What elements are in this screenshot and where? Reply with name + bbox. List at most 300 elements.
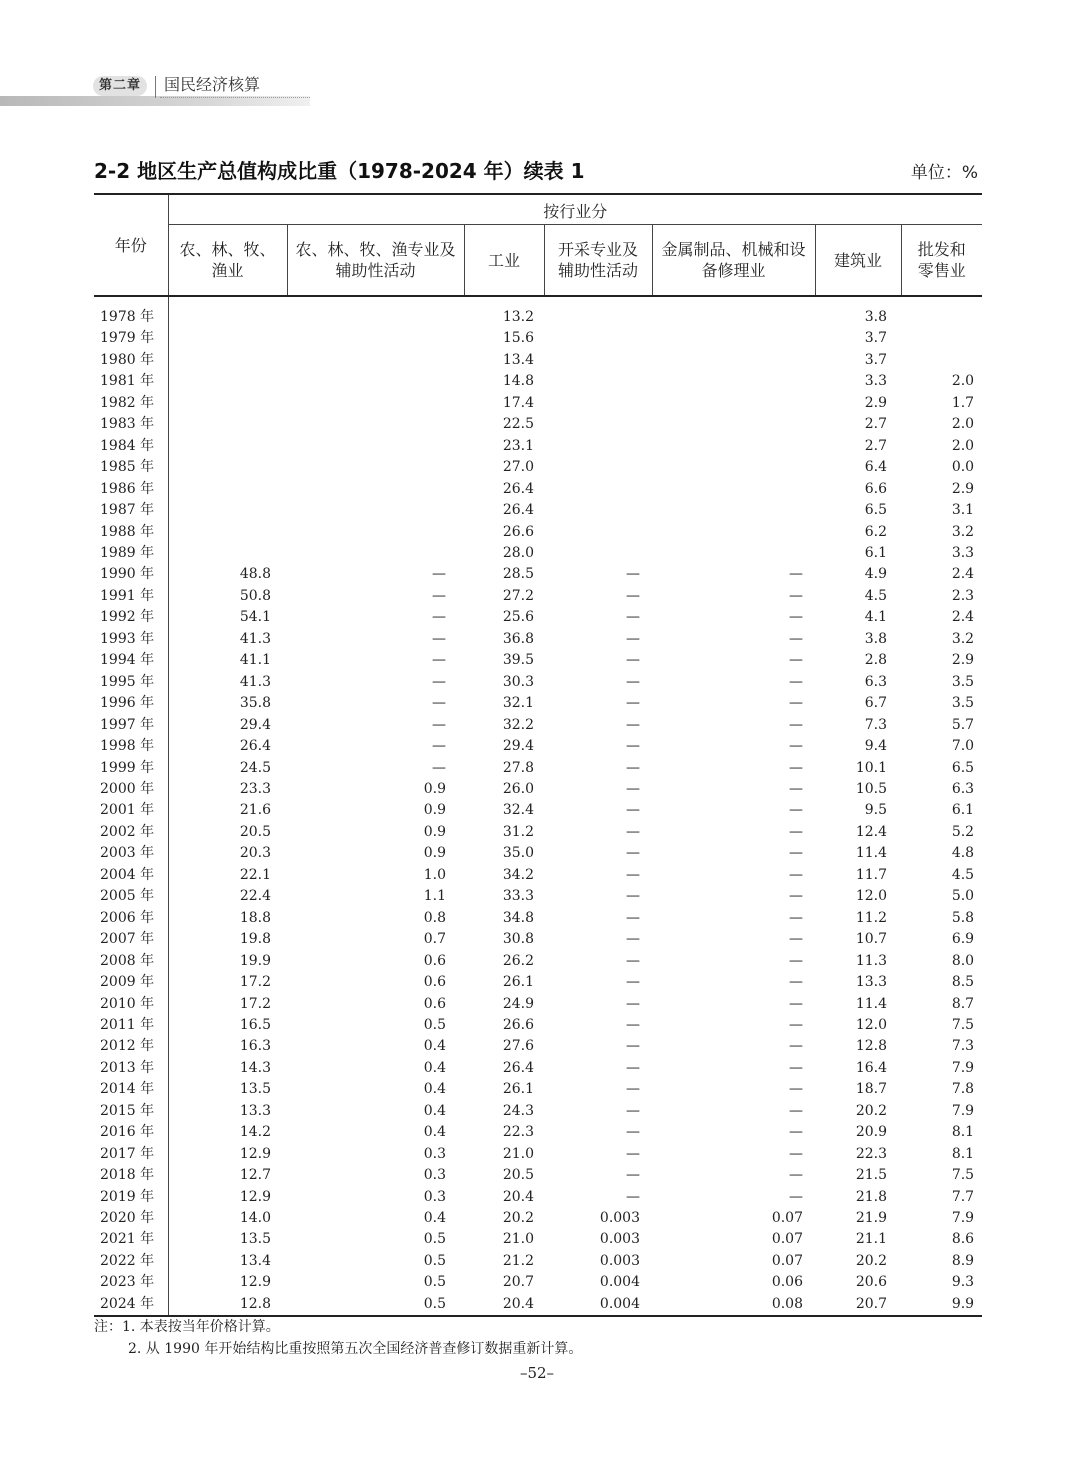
cell-construction: 21.1 [855,1231,887,1248]
cell-agri: 12.9 [168,1144,287,1165]
note-2: 2. 从 1990 年开始结构比重按照第五次全国经济普查修订数据重新计算。 [128,1341,583,1357]
cell-mining-services: 0.003 [599,1210,640,1227]
chapter-badge: 第二章 [93,76,147,96]
cell-industry: 20.5 [502,1167,534,1184]
table-row [94,436,982,457]
table-row [94,564,982,585]
cell-metal-repair: — [789,738,803,755]
cell-industry: 13.2 [502,309,534,325]
cell-construction: 10.1 [855,759,887,776]
cell-wholesale-retail: 2.9 [951,652,975,669]
cell-agri: 22.4 [168,886,287,907]
table-row [94,650,982,671]
cell-agri-services: 0.5 [423,1016,446,1033]
cell-year: 1981 年 [100,373,155,390]
cell-metal-repair [652,350,815,371]
cell-agri-services: 0.5 [287,1294,464,1316]
cell-agri: 21.6 [168,800,287,821]
cell-construction: 6.3 [864,673,887,690]
cell-wholesale-retail: 5.8 [951,909,975,926]
cell-agri [168,371,287,392]
cell-year: 2009 年 [100,974,155,991]
cell-metal-repair: 0.07 [771,1210,803,1227]
cell-wholesale-retail: 8.5 [951,974,975,991]
cell-metal-repair: — [789,759,803,776]
cell-metal-repair: — [789,1081,803,1098]
cell-wholesale-retail: 6.5 [951,759,975,776]
cell-mining-services: — [626,1102,640,1119]
cell-metal-repair: — [789,866,803,883]
cell-wholesale-retail [901,350,982,371]
table-row [94,522,982,543]
cell-mining-services: — [626,995,640,1012]
cell-industry: 30.3 [502,673,534,690]
cell-agri [168,296,287,328]
cell-year: 1995 年 [100,673,155,690]
cell-construction: 6.6 [864,480,887,497]
cell-metal-repair [652,522,815,543]
header-agri: 农、林、牧、渔业 [168,225,287,297]
cell-agri-services [287,296,464,328]
cell-industry: 27.0 [502,459,534,476]
cell-industry: 28.5 [502,566,534,583]
cell-agri: 14.0 [168,1208,287,1229]
cell-agri-services: 0.4 [423,1210,446,1227]
cell-agri [168,543,287,564]
cell-industry: 25.6 [502,609,534,626]
cell-industry: 34.2 [502,866,534,883]
cell-mining-services: — [626,845,640,862]
cell-metal-repair: — [789,673,803,690]
table-row [94,672,982,693]
cell-year: 2023 年 [100,1274,155,1291]
table-row [94,1036,982,1057]
cell-year: 1997 年 [100,716,155,733]
cell-agri: 20.5 [168,822,287,843]
cell-agri: 12.9 [168,1272,287,1293]
cell-wholesale-retail: 6.1 [951,802,975,819]
cell-agri-services: 0.4 [423,1081,446,1098]
cell-metal-repair: — [789,823,803,840]
cell-industry: 14.8 [502,373,534,390]
cell-construction: 20.9 [855,1124,887,1141]
page-number: –52– [519,1364,555,1382]
cell-agri-services: 0.6 [423,974,446,991]
cell-wholesale-retail: 4.8 [951,845,975,862]
cell-year: 2006 年 [100,909,155,926]
cell-wholesale-retail: 0.0 [951,459,975,476]
cell-agri-services [287,328,464,349]
cell-mining-services: 0.003 [599,1252,640,1269]
cell-year: 2003 年 [100,845,155,862]
cell-metal-repair: — [789,952,803,969]
cell-mining-services: 0.004 [599,1274,640,1291]
cell-agri: 41.3 [168,672,287,693]
cell-wholesale-retail: 3.3 [951,544,975,561]
cell-year: 1980 年 [100,351,155,368]
cell-construction: 11.3 [855,952,887,969]
cell-mining-services: — [626,738,640,755]
cell-industry: 26.4 [502,502,534,519]
cell-mining-services [544,500,652,521]
cell-metal-repair: — [789,1145,803,1162]
cell-year: 2010 年 [100,995,155,1012]
cell-construction: 7.3 [864,716,887,733]
cell-year: 2004 年 [100,866,155,883]
cell-year: 2018 年 [100,1167,155,1184]
cell-agri-services: 1.1 [423,888,446,905]
cell-metal-repair [652,393,815,414]
cell-mining-services [544,436,652,457]
cell-metal-repair: — [789,587,803,604]
cell-industry: 28.0 [502,544,534,561]
cell-agri-services [287,500,464,521]
cell-mining-services: — [626,609,640,626]
cell-wholesale-retail: 3.5 [951,673,975,690]
table-row [94,1165,982,1186]
cell-year: 1987 年 [100,502,155,519]
cell-agri-services: — [432,695,446,712]
cell-industry: 27.6 [502,1038,534,1055]
cell-industry: 26.4 [502,480,534,497]
cell-metal-repair: 0.08 [652,1294,815,1316]
cell-agri-services [287,371,464,392]
cell-agri-services: — [432,716,446,733]
cell-agri: 13.4 [168,1251,287,1272]
cell-agri-services: 0.3 [423,1167,446,1184]
cell-agri [168,522,287,543]
cell-industry: 17.4 [502,394,534,411]
cell-agri-services: 0.9 [423,845,446,862]
cell-mining-services: — [626,1081,640,1098]
cell-year: 2008 年 [100,952,155,969]
cell-mining-services: — [626,673,640,690]
cell-metal-repair: — [789,1038,803,1055]
cell-industry: 26.1 [502,1081,534,1098]
table-row [94,296,982,328]
cell-wholesale-retail: 3.2 [951,523,975,540]
cell-agri-services: 0.7 [423,931,446,948]
header-year: 年份 [94,194,168,296]
cell-metal-repair: — [789,909,803,926]
cell-agri-services: — [432,609,446,626]
header-mining-services: 开采专业及辅助性活动 [544,225,652,297]
cell-agri: 23.3 [168,779,287,800]
cell-metal-repair: 0.07 [771,1231,803,1248]
table-row [94,693,982,714]
header-separator [155,76,156,98]
cell-wholesale-retail: 3.1 [951,502,975,519]
table-row [94,800,982,821]
cell-wholesale-retail: 8.7 [951,995,975,1012]
cell-mining-services: — [626,1124,640,1141]
cell-year: 2021 年 [100,1231,155,1248]
header-group-by-industry: 按行业分 [168,194,982,225]
cell-agri-services: — [432,673,446,690]
cell-agri-services [287,393,464,414]
table-row [94,1144,982,1165]
cell-mining-services: — [626,695,640,712]
cell-agri-services: 0.9 [423,780,446,797]
cell-wholesale-retail: 8.1 [951,1145,975,1162]
cell-agri-services: — [432,759,446,776]
cell-wholesale-retail: 7.9 [951,1210,975,1227]
cell-year: 1988 年 [100,523,155,540]
cell-agri [168,436,287,457]
cell-construction: 3.8 [864,309,887,325]
cell-agri: 17.2 [168,972,287,993]
cell-agri-services: 0.3 [423,1145,446,1162]
cell-mining-services: — [626,587,640,604]
cell-wholesale-retail: 2.0 [951,373,975,390]
cell-metal-repair: — [789,845,803,862]
cell-agri [168,414,287,435]
note-1: 注：1. 本表按当年价格计算。 [94,1319,280,1335]
cell-industry: 22.3 [502,1124,534,1141]
cell-construction: 11.4 [855,995,887,1012]
cell-agri [168,479,287,500]
table-row [94,586,982,607]
cell-metal-repair [652,296,815,328]
cell-industry: 21.0 [502,1145,534,1162]
cell-wholesale-retail [901,296,982,328]
cell-metal-repair: — [789,695,803,712]
table-row [94,1208,982,1229]
cell-industry: 26.6 [502,1016,534,1033]
cell-metal-repair: — [789,609,803,626]
table-row [94,1187,982,1208]
cell-agri-services: 0.8 [423,909,446,926]
cell-mining-services [544,296,652,328]
cell-industry: 21.2 [502,1252,534,1269]
table-row [94,457,982,478]
cell-construction: 21.5 [855,1167,887,1184]
cell-agri-services [287,457,464,478]
table-row [94,1015,982,1036]
cell-industry: 36.8 [502,630,534,647]
cell-mining-services: — [626,630,640,647]
cell-metal-repair: 0.07 [771,1252,803,1269]
cell-industry: 26.0 [502,780,534,797]
cell-year: 2001 年 [100,802,155,819]
cell-industry: 35.0 [502,845,534,862]
cell-year: 2011 年 [100,1016,155,1033]
cell-agri-services: 0.4 [423,1038,446,1055]
cell-wholesale-retail: 2.9 [951,480,975,497]
cell-year: 2015 年 [100,1102,155,1119]
cell-industry: 13.4 [502,351,534,368]
cell-year: 2000 年 [100,780,155,797]
table-row [94,607,982,628]
cell-agri [168,457,287,478]
cell-wholesale-retail: 5.2 [951,823,975,840]
cell-agri-services: — [432,587,446,604]
cell-year: 1982 年 [100,394,155,411]
cell-construction: 20.2 [855,1252,887,1269]
cell-wholesale-retail: 2.4 [951,609,975,626]
cell-mining-services: — [626,716,640,733]
table-row [94,393,982,414]
cell-mining-services [544,522,652,543]
cell-year: 2017 年 [100,1145,155,1162]
cell-construction: 9.4 [864,738,887,755]
cell-agri: 13.5 [168,1079,287,1100]
cell-industry: 26.1 [502,974,534,991]
cell-construction: 10.7 [855,931,887,948]
cell-agri [168,350,287,371]
cell-agri: 16.5 [168,1015,287,1036]
cell-agri: 20.3 [168,843,287,864]
cell-metal-repair: — [789,716,803,733]
cell-metal-repair [652,328,815,349]
cell-mining-services: — [626,1188,640,1205]
cell-metal-repair: — [789,1016,803,1033]
cell-agri-services: 0.3 [423,1188,446,1205]
cell-mining-services: — [626,866,640,883]
cell-construction: 13.3 [855,974,887,991]
cell-year: 1983 年 [100,416,155,433]
header-construction: 建筑业 [815,225,901,297]
cell-wholesale-retail: 4.5 [951,866,975,883]
cell-year: 1991 年 [100,587,155,604]
table-row [94,929,982,950]
cell-construction: 3.7 [864,330,887,347]
cell-agri-services: 0.5 [423,1252,446,1269]
cell-mining-services: — [626,823,640,840]
cell-agri-services: — [432,566,446,583]
cell-wholesale-retail: 6.3 [951,780,975,797]
cell-metal-repair: — [789,802,803,819]
cell-year: 1985 年 [100,459,155,476]
cell-construction: 6.7 [864,695,887,712]
table-row [94,371,982,392]
cell-construction: 3.8 [864,630,887,647]
table-row [94,779,982,800]
cell-year: 2005 年 [100,888,155,905]
cell-construction: 3.3 [864,373,887,390]
cell-wholesale-retail: 1.7 [951,394,975,411]
table-row [94,1079,982,1100]
cell-agri: 29.4 [168,715,287,736]
cell-agri-services [287,414,464,435]
cell-industry: 26.2 [502,952,534,969]
cell-agri: 41.3 [168,629,287,650]
cell-metal-repair: — [789,1059,803,1076]
cell-mining-services: — [626,1145,640,1162]
unit-label: 单位：% [910,163,978,183]
cell-wholesale-retail: 2.3 [951,587,975,604]
cell-construction: 12.4 [855,823,887,840]
cell-agri [168,328,287,349]
cell-mining-services [544,414,652,435]
notes [94,1316,582,1360]
table-row [94,479,982,500]
cell-agri-services: 0.5 [423,1231,446,1248]
cell-agri-services [287,479,464,500]
table-title: 2-2 地区生产总值构成比重（1978-2024 年）续表 1 [94,159,585,183]
cell-wholesale-retail: 2.4 [951,566,975,583]
cell-industry: 33.3 [502,888,534,905]
cell-industry: 32.2 [502,716,534,733]
cell-construction: 6.4 [864,459,887,476]
cell-year: 2012 年 [100,1038,155,1055]
cell-agri: 41.1 [168,650,287,671]
table-row [94,1122,982,1143]
table-row [94,543,982,564]
cell-industry: 26.6 [502,523,534,540]
running-header [0,68,320,108]
cell-construction: 20.2 [855,1102,887,1119]
cell-mining-services: — [626,1059,640,1076]
cell-mining-services: — [626,1016,640,1033]
table-row [94,1058,982,1079]
cell-wholesale-retail: 5.0 [951,888,975,905]
cell-year: 1992 年 [100,609,155,626]
cell-industry: 27.2 [502,587,534,604]
cell-wholesale-retail: 7.3 [951,1038,975,1055]
cell-metal-repair: — [789,1167,803,1184]
table-row [94,951,982,972]
table-row [94,886,982,907]
cell-mining-services [544,543,652,564]
cell-wholesale-retail [901,328,982,349]
cell-construction: 2.8 [864,652,887,669]
table-row [94,1272,982,1293]
cell-year: 1984 年 [100,437,155,454]
cell-construction: 11.4 [855,845,887,862]
cell-industry: 24.9 [502,995,534,1012]
table-row [94,350,982,371]
cell-mining-services: — [626,780,640,797]
cell-agri-services [287,522,464,543]
cell-wholesale-retail: 7.5 [951,1016,975,1033]
table-row [94,972,982,993]
cell-industry: 21.0 [502,1231,534,1248]
cell-agri [168,393,287,414]
cell-construction: 10.5 [855,780,887,797]
cell-wholesale-retail: 7.5 [951,1167,975,1184]
cell-year: 1978 年 [100,309,155,325]
cell-metal-repair: — [789,1124,803,1141]
cell-mining-services [544,393,652,414]
cell-year: 1986 年 [100,480,155,497]
cell-industry: 20.7 [502,1274,534,1291]
header-industry: 工业 [464,225,544,297]
cell-construction: 6.1 [864,544,887,561]
cell-agri-services: 0.4 [423,1102,446,1119]
cell-wholesale-retail: 8.0 [951,952,975,969]
header-wholesale-retail: 批发和零售业 [901,225,982,297]
cell-industry: 34.8 [502,909,534,926]
cell-agri: 12.7 [168,1165,287,1186]
table-row [94,736,982,757]
cell-mining-services: — [626,952,640,969]
cell-mining-services: — [626,652,640,669]
cell-metal-repair [652,500,815,521]
cell-agri-services: 0.5 [423,1274,446,1291]
cell-agri: 54.1 [168,607,287,628]
cell-mining-services: 0.004 [544,1294,652,1316]
cell-wholesale-retail: 7.8 [951,1081,975,1098]
cell-mining-services [544,457,652,478]
table-row [94,715,982,736]
table-row [94,1229,982,1250]
cell-year: 2016 年 [100,1124,155,1141]
cell-mining-services: — [626,759,640,776]
cell-industry: 39.5 [502,652,534,669]
cell-mining-services [544,328,652,349]
cell-mining-services: — [626,1038,640,1055]
